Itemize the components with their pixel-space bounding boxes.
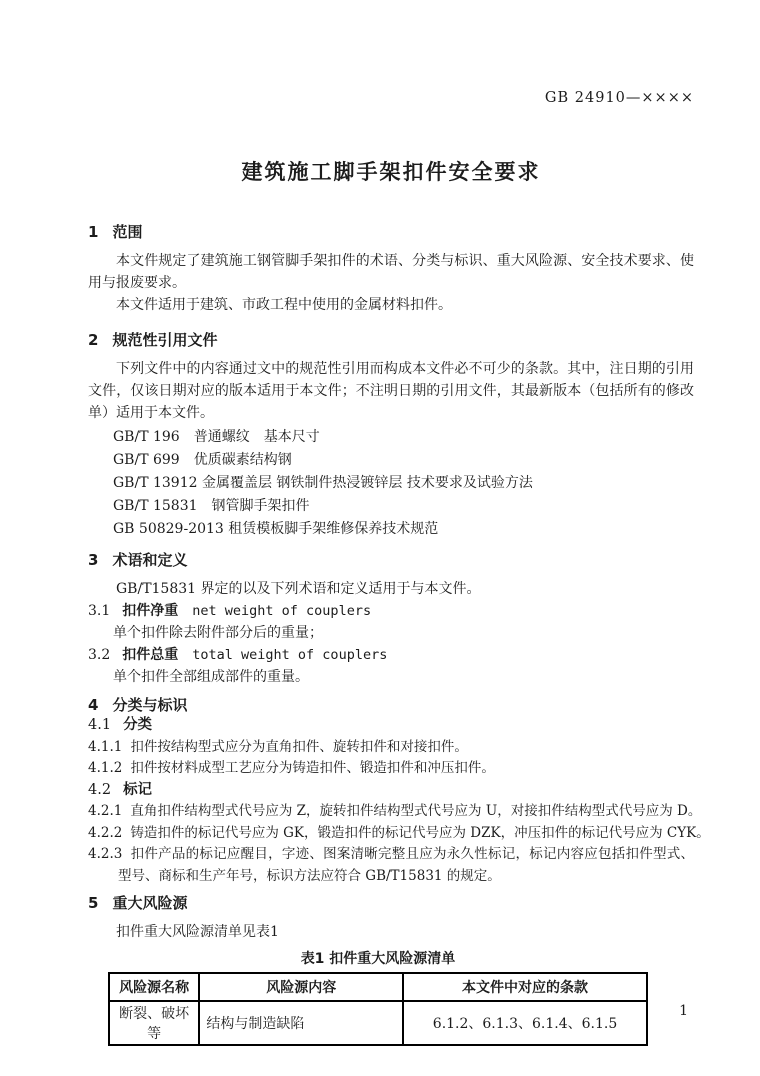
table-header-row [109, 973, 647, 1001]
column-header-hazard-content: 风险源内容 [199, 973, 403, 1001]
term-number: 3.2 [88, 647, 111, 663]
section-heading-scope [88, 223, 694, 242]
clause-number: 4.2.1 [88, 803, 123, 819]
section-title: 规范性引用文件 [112, 331, 218, 349]
cell-related-clauses: 6.1.2、6.1.3、6.1.4、6.1.5 [403, 1001, 647, 1045]
clause-number: 4.2.3 [88, 846, 123, 862]
clause-text: 直角扣件结构型式代号应为 Z，旋转扣件结构型式代号应为 U，对接扣件结构型式代号应为 D。 [130, 803, 702, 819]
clause-4-2-2 [88, 823, 710, 845]
section-heading-hazards [88, 894, 694, 913]
clause-number: 4.1.1 [88, 738, 123, 755]
term-entry-net-weight [88, 600, 694, 622]
term-number: 3.1 [88, 603, 111, 619]
clause-text: 扣件按结构型式应分为直角扣件、旋转扣件和对接扣件。 [130, 738, 468, 755]
clause-4-1-1 [88, 737, 694, 759]
term-en-label: total weight of couplers [192, 647, 388, 663]
clause-text: 扣件产品的标记应醒目，字迹、图案清晰完整且应为永久性标记，标记内容应包括扣件型式、型号、商标和生产年号，标识方法应符合 GB/T15831 的规定。 [118, 846, 694, 884]
term-en-label: net weight of couplers [192, 603, 372, 619]
section-heading-terms [88, 551, 694, 570]
document-title: 建筑施工脚手架扣件安全要求 [241, 160, 541, 184]
terms-intro: GB/T15831 界定的以及下列术语和定义适用于与本文件。 [116, 581, 481, 597]
section-number: 3 [88, 551, 99, 569]
section-number: 5 [88, 894, 99, 912]
term-definition: 单个扣件除去附件部分后的重量； [113, 625, 323, 641]
section-title: 分类与标识 [112, 696, 188, 714]
subsection-title: 分类 [123, 717, 153, 733]
hazards-intro: 扣件重大风险源清单见表1 [116, 924, 279, 940]
cell-hazard-name: 断裂、破坏等 [109, 1001, 199, 1045]
column-header-hazard-name: 风险源名称 [109, 973, 199, 1001]
subsection-heading-classify [88, 715, 694, 737]
reference-list [113, 426, 694, 541]
clause-text: 铸造扣件的标记代号应为 GK，锻造扣件的标记代号应为 DZK，冲压扣件的标记代号应为 CYK。 [130, 824, 710, 841]
clause-text: 扣件按材料成型工艺应分为铸造扣件、锻造扣件和冲压扣件。 [130, 760, 495, 776]
normative-refs-paragraph: 下列文件中的内容通过文中的规范性引用而构成本文件必不可少的条款。其中，注日期的引用文件，仅该日期对应的版本适用于本文件；不注明日期的引用文件，其最新版本（包括所有的修改单）适用于本文件。 [88, 361, 694, 421]
section-heading-normative-refs [88, 331, 694, 350]
term-entry-total-weight [88, 644, 694, 666]
term-definition: 单个扣件全部组成部件的重量。 [113, 669, 309, 685]
clause-number: 4.2.2 [88, 824, 123, 841]
cell-hazard-content: 结构与制造缺陷 [199, 1001, 403, 1045]
section-number: 1 [88, 223, 99, 241]
subsection-heading-marking [88, 780, 694, 802]
clause-number: 4.1.2 [88, 760, 123, 776]
section-title: 范围 [112, 223, 143, 241]
scope-paragraph-2: 本文件适用于建筑、市政工程中使用的金属材料扣件。 [116, 297, 452, 313]
subsection-number: 4.1 [88, 717, 112, 733]
subsection-number: 4.2 [88, 781, 112, 798]
section-number: 4 [88, 696, 99, 714]
reference-item: GB/T 196 普通螺纹 基本尺寸 [113, 429, 320, 445]
reference-item: GB/T 13912 金属覆盖层 钢铁制件热浸镀锌层 技术要求及试验方法 [113, 475, 533, 491]
clause-4-2-1 [88, 801, 702, 823]
page-number: 1 [679, 1003, 688, 1019]
column-header-related-clauses: 本文件中对应的条款 [403, 973, 647, 1001]
section-title: 术语和定义 [112, 551, 188, 569]
section-heading-classification [88, 696, 694, 715]
clause-4-2-3 [88, 844, 694, 887]
term-zh-label: 扣件总重 [122, 647, 179, 663]
section-title: 重大风险源 [112, 894, 188, 912]
reference-item: GB/T 15831 钢管脚手架扣件 [113, 498, 310, 514]
table-caption: 表1 扣件重大风险源清单 [300, 951, 456, 967]
scope-paragraph-1: 本文件规定了建筑施工钢管脚手架扣件的术语、分类与标识、重大风险源、安全技术要求、使用与报废要求。 [88, 253, 694, 291]
section-number: 2 [88, 331, 99, 349]
table-row [109, 1001, 647, 1045]
term-zh-label: 扣件净重 [122, 603, 179, 619]
reference-item: GB 50829-2013 租赁模板脚手架维修保养技术规范 [113, 521, 439, 537]
hazard-table [108, 972, 648, 1046]
subsection-title: 标记 [123, 781, 153, 798]
standard-number: GB 24910—×××× [544, 90, 694, 106]
reference-item: GB/T 699 优质碳素结构钢 [113, 452, 292, 468]
clause-4-1-2 [88, 758, 694, 780]
